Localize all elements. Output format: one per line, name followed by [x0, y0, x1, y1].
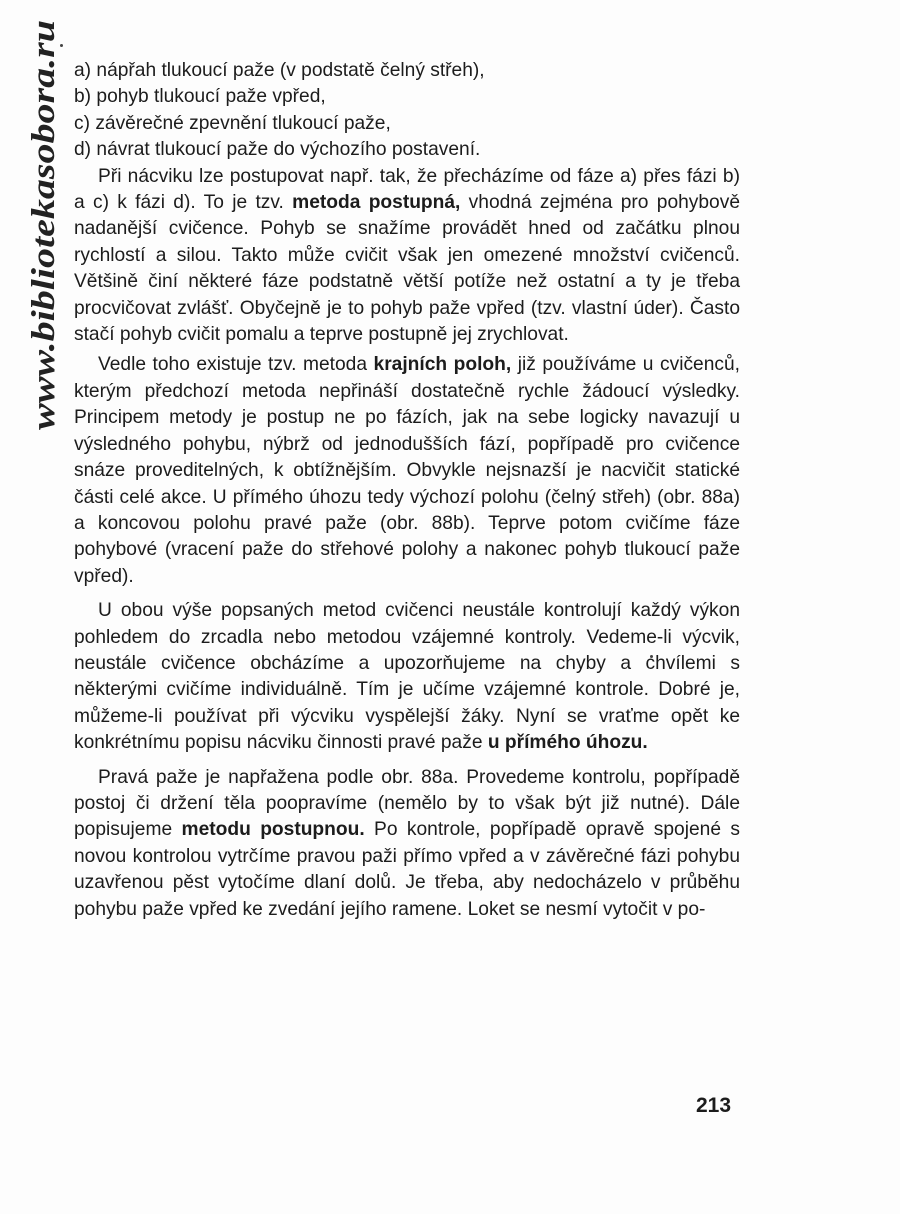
bold-term: krajních poloh, — [373, 354, 512, 376]
phase-list — [74, 58, 740, 164]
bold-term: u přímého úhozu. — [487, 732, 648, 754]
scan-speck — [60, 44, 63, 47]
paragraph-text: Pravá paže je napřažena podle obr. 88a. Provedeme kontrolu, popřípadě postoj či držení těla poopravíme (nemělo by to však být již nutné). Dále popisujeme — [74, 766, 740, 841]
watermark — [18, 10, 64, 430]
paragraph — [74, 765, 740, 923]
paragraph — [74, 598, 740, 756]
paragraph-text: již používáme u cvičenců, kterým předchozí metoda nepřináší dostatečně rychle žádoucí výsledky. Principem metody je postup ne po fázích, jak na sebe logicky navazují u výsledného pohybu, nýbrž od jednodušších fází, popřípadě pro cvičence snáze proveditelných, k obtížnějším. Obvykle nejsnazší je nacvičit statické části celé akce. U přímého úhozu tedy výchozí polohu (čelný střeh) (obr. 88a) a koncovou polohu pravé paže (obr. 88b). Teprve potom cvičíme fáze pohybové (vracení paže do střehové polohy a nakonec pohyb tlukoucí paže vpřed). — [74, 354, 740, 587]
paragraph-text: U obou výše popsaných metod cvičenci neustále kontrolují každý výkon pohledem do zrcadla nebo metodou vzájemné kontroly. Vedeme-li výcvik, neustále cvičence obcházíme a upozorňujeme na chyby a chvílemi s některými cvičíme individuálně. Tím je učíme vzájemné kontrole. Dobré je, můžeme-li používat při výcviku vyspělejší žáky. Nyní se vraťme opět ke konkrétnímu popisu nácviku činnosti pravé paže — [74, 600, 740, 754]
paragraph-text: Při nácviku lze postupovat např. tak, že přecházíme od fáze a) přes fázi b) a c) k fázi d). To je tzv. — [74, 165, 740, 214]
page-body — [74, 58, 740, 927]
paragraph-text: Vedle toho existuje tzv. metoda — [98, 354, 374, 376]
paragraph — [74, 352, 740, 590]
list-item: a) nápřah tlukoucí paže (v podstatě čelný střeh), — [74, 60, 485, 81]
list-item: c) závěrečné zpevnění tlukoucí paže, — [74, 112, 391, 134]
bold-term: metodu postupnou. — [181, 819, 365, 841]
page-number: 213 — [696, 1094, 732, 1117]
watermark-text: www.bibliotekasobora.ru — [26, 91, 62, 430]
list-item: b) pohyb tlukoucí paže vpřed, — [74, 86, 326, 108]
bold-term: metoda postupná, — [292, 192, 461, 214]
paragraph — [74, 164, 740, 349]
paragraph-text: Po kontrole, popřípadě opravě spojené s novou kontrolou vytrčíme pravou paži přímo vpřed a v závěrečné fázi pohybu uzavřenou pěst vytočíme dlaní dolů. Je třeba, aby nedocházelo v průběhu pohybu paže vpřed ke zvedání jejího ramene. Loket se nesmí vytočit v po- — [74, 819, 740, 920]
list-item: d) návrat tlukoucí paže do výchozího postavení. — [74, 139, 481, 161]
paragraph-text: vhodná zejména pro pohybově nadanější cvičence. Pohyb se snažíme provádět hned od začátku plnou rychlostí a silou. Takto může cvičit však jen omezené množství cvičenců. Většině činí některé fáze podstatně větší potíže než ostatní a ty je třeba procvičovat zvlášť. Obyčejně je to pohyb paže vpřed (tzv. vlastní úder). Často stačí pohyb cvičit pomalu a teprve postupně jej zrychlovat. — [74, 192, 740, 346]
